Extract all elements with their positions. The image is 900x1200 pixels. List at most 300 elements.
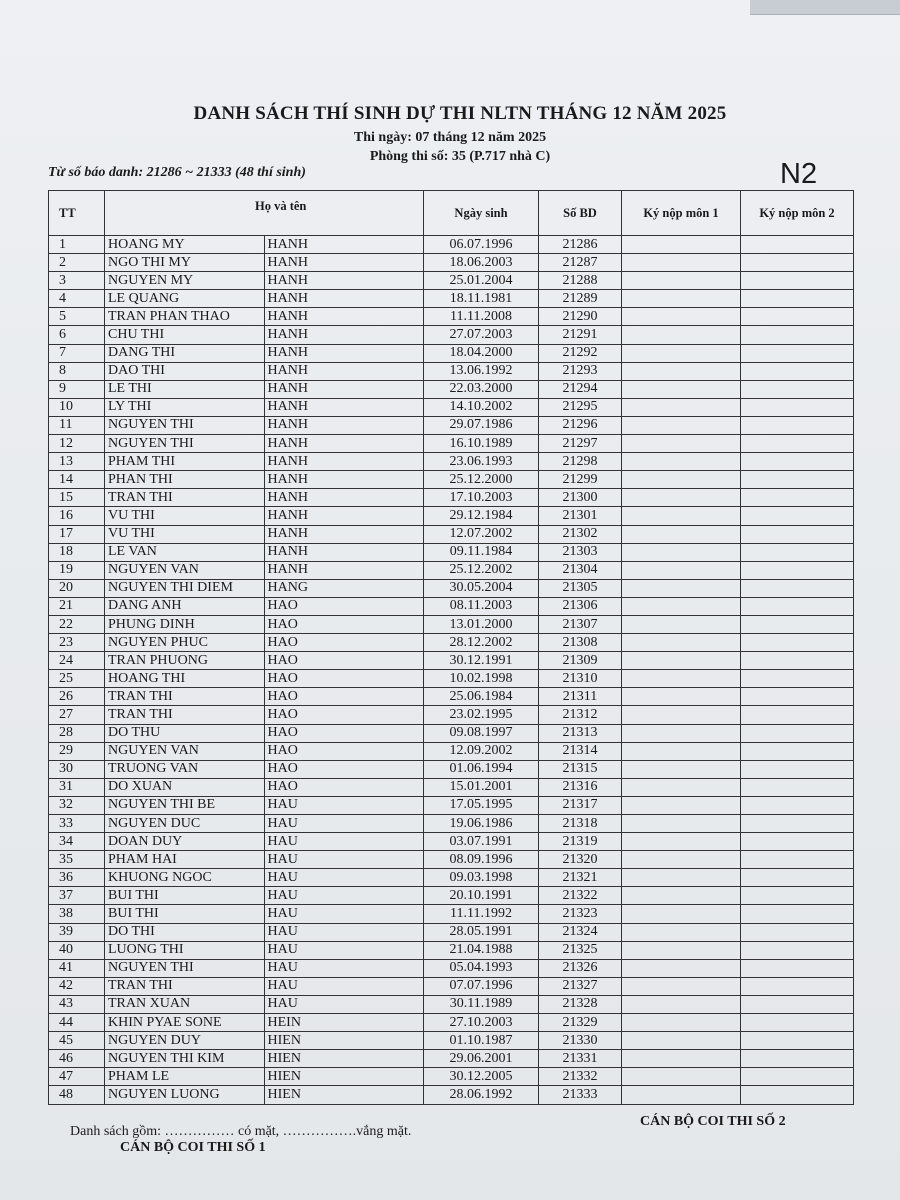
cell-given-name: HAU [264, 923, 424, 941]
cell-surname: NGUYEN THI DIEM [105, 579, 265, 597]
cell-sign2 [741, 290, 854, 308]
cell-sign2 [741, 489, 854, 507]
table-row [49, 1068, 854, 1086]
cell-dob: 12.09.2002 [424, 742, 539, 760]
cell-sign1 [622, 507, 741, 525]
cell-dob: 13.01.2000 [424, 615, 539, 633]
table-row [49, 290, 854, 308]
cell-given-name: HAU [264, 959, 424, 977]
table-row [49, 941, 854, 959]
cell-dob: 08.11.2003 [424, 597, 539, 615]
cell-sign2 [741, 905, 854, 923]
cell-given-name: HIEN [264, 1032, 424, 1050]
cell-tt: 31 [49, 778, 105, 796]
cell-sign2 [741, 706, 854, 724]
exam-room: Phòng thi số: 35 (P.717 nhà C) [369, 149, 551, 164]
cell-dob: 29.07.1986 [424, 416, 539, 434]
cell-sbd: 21333 [539, 1086, 622, 1104]
cell-sign2 [741, 236, 854, 254]
cell-given-name: HANH [264, 290, 424, 308]
cell-surname: DO XUAN [105, 778, 265, 796]
cell-sign2 [741, 525, 854, 543]
cell-given-name: HIEN [264, 1068, 424, 1086]
cell-sign2 [741, 471, 854, 489]
cell-sbd: 21327 [539, 977, 622, 995]
cell-sbd: 21330 [539, 1032, 622, 1050]
cell-dob: 06.07.1996 [424, 236, 539, 254]
cell-sign1 [622, 561, 741, 579]
cell-sign2 [741, 597, 854, 615]
cell-dob: 27.10.2003 [424, 1014, 539, 1032]
table-row [49, 416, 854, 434]
cell-dob: 07.07.1996 [424, 977, 539, 995]
cell-dob: 09.03.1998 [424, 869, 539, 887]
table-row [49, 851, 854, 869]
cell-tt: 35 [49, 851, 105, 869]
cell-dob: 30.12.2005 [424, 1068, 539, 1086]
cell-tt: 34 [49, 833, 105, 851]
cell-sign1 [622, 489, 741, 507]
cell-sign1 [622, 1068, 741, 1086]
cell-surname: NGUYEN DUC [105, 815, 265, 833]
cell-given-name: HIEN [264, 1050, 424, 1068]
cell-sbd: 21316 [539, 778, 622, 796]
header-sbd: Số BD [539, 191, 622, 236]
cell-sbd: 21294 [539, 380, 622, 398]
cell-dob: 09.11.1984 [424, 543, 539, 561]
cell-tt: 48 [49, 1086, 105, 1104]
cell-tt: 23 [49, 634, 105, 652]
cell-surname: HOANG MY [105, 236, 265, 254]
cell-sign2 [741, 941, 854, 959]
cell-surname: VU THI [105, 525, 265, 543]
cell-sign2 [741, 344, 854, 362]
cell-surname: TRAN THI [105, 977, 265, 995]
cell-sbd: 21325 [539, 941, 622, 959]
cell-dob: 20.10.1991 [424, 887, 539, 905]
cell-sign2 [741, 778, 854, 796]
cell-sbd: 21318 [539, 815, 622, 833]
cell-sign2 [741, 869, 854, 887]
cell-tt: 44 [49, 1014, 105, 1032]
cell-surname: KHIN PYAE SONE [105, 1014, 265, 1032]
cell-dob: 18.04.2000 [424, 344, 539, 362]
cell-sign2 [741, 579, 854, 597]
cell-given-name: HANH [264, 489, 424, 507]
cell-sbd: 21287 [539, 254, 622, 272]
cell-given-name: HAO [264, 724, 424, 742]
cell-given-name: HAO [264, 597, 424, 615]
cell-given-name: HAU [264, 905, 424, 923]
cell-given-name: HANH [264, 272, 424, 290]
cell-sbd: 21289 [539, 290, 622, 308]
cell-dob: 13.06.1992 [424, 362, 539, 380]
cell-sbd: 21332 [539, 1068, 622, 1086]
cell-tt: 1 [49, 236, 105, 254]
cell-tt: 16 [49, 507, 105, 525]
table-row [49, 471, 854, 489]
table-row [49, 236, 854, 254]
table-row [49, 869, 854, 887]
cell-sbd: 21295 [539, 398, 622, 416]
cell-sbd: 21322 [539, 887, 622, 905]
paper-corner [750, 0, 900, 15]
header-dob: Ngày sinh [424, 191, 539, 236]
cell-tt: 47 [49, 1068, 105, 1086]
table-row [49, 362, 854, 380]
cell-sign1 [622, 254, 741, 272]
cell-sbd: 21311 [539, 688, 622, 706]
cell-dob: 11.11.2008 [424, 308, 539, 326]
cell-sign1 [622, 290, 741, 308]
cell-tt: 8 [49, 362, 105, 380]
table-row [49, 1050, 854, 1068]
cell-sign1 [622, 869, 741, 887]
cell-given-name: HANH [264, 416, 424, 434]
cell-given-name: HANH [264, 525, 424, 543]
cell-dob: 17.10.2003 [424, 489, 539, 507]
table-header-row [49, 191, 854, 236]
cell-sbd: 21319 [539, 833, 622, 851]
cell-tt: 24 [49, 652, 105, 670]
cell-sign2 [741, 977, 854, 995]
cell-dob: 30.05.2004 [424, 579, 539, 597]
cell-given-name: HANH [264, 254, 424, 272]
cell-dob: 25.06.1984 [424, 688, 539, 706]
table-row [49, 977, 854, 995]
cell-sign1 [622, 236, 741, 254]
cell-surname: CHU THI [105, 326, 265, 344]
cell-sign2 [741, 1032, 854, 1050]
cell-surname: NGUYEN DUY [105, 1032, 265, 1050]
table-row [49, 688, 854, 706]
table-row [49, 579, 854, 597]
table-row [49, 254, 854, 272]
cell-sign1 [622, 1014, 741, 1032]
cell-tt: 13 [49, 453, 105, 471]
cell-sign2 [741, 416, 854, 434]
cell-sign2 [741, 561, 854, 579]
cell-surname: NGO THI MY [105, 254, 265, 272]
table-row [49, 887, 854, 905]
cell-tt: 26 [49, 688, 105, 706]
cell-sbd: 21292 [539, 344, 622, 362]
table-row [49, 995, 854, 1013]
cell-sign2 [741, 326, 854, 344]
cell-given-name: HANH [264, 344, 424, 362]
cell-given-name: HIEN [264, 1086, 424, 1104]
cell-dob: 10.02.1998 [424, 670, 539, 688]
cell-tt: 20 [49, 579, 105, 597]
cell-tt: 17 [49, 525, 105, 543]
header-name: Họ và tên [105, 191, 424, 236]
cell-tt: 7 [49, 344, 105, 362]
cell-sbd: 21328 [539, 995, 622, 1013]
cell-sign1 [622, 344, 741, 362]
cell-sign2 [741, 380, 854, 398]
cell-surname: TRAN THI [105, 706, 265, 724]
cell-sign2 [741, 435, 854, 453]
cell-surname: PHAM HAI [105, 851, 265, 869]
cell-sbd: 21296 [539, 416, 622, 434]
cell-surname: TRAN PHUONG [105, 652, 265, 670]
cell-sign1 [622, 977, 741, 995]
cell-surname: TRAN XUAN [105, 995, 265, 1013]
cell-sign1 [622, 1050, 741, 1068]
cell-tt: 5 [49, 308, 105, 326]
cell-given-name: HANH [264, 543, 424, 561]
cell-surname: DO THU [105, 724, 265, 742]
cell-tt: 41 [49, 959, 105, 977]
cell-sbd: 21321 [539, 869, 622, 887]
cell-dob: 28.12.2002 [424, 634, 539, 652]
cell-sign1 [622, 905, 741, 923]
table-row [49, 308, 854, 326]
cell-dob: 30.12.1991 [424, 652, 539, 670]
cell-tt: 2 [49, 254, 105, 272]
cell-dob: 01.06.1994 [424, 760, 539, 778]
cell-sign1 [622, 778, 741, 796]
cell-sbd: 21324 [539, 923, 622, 941]
cell-surname: NGUYEN THI [105, 959, 265, 977]
table-row [49, 670, 854, 688]
cell-sbd: 21288 [539, 272, 622, 290]
proctor-2-signature-label: CÁN BỘ COI THI SỐ 2 [640, 1114, 786, 1129]
cell-surname: PHAM THI [105, 453, 265, 471]
cell-sbd: 21286 [539, 236, 622, 254]
cell-dob: 01.10.1987 [424, 1032, 539, 1050]
table-row [49, 1014, 854, 1032]
table-row [49, 905, 854, 923]
cell-surname: TRAN THI [105, 688, 265, 706]
cell-tt: 9 [49, 380, 105, 398]
cell-dob: 05.04.1993 [424, 959, 539, 977]
cell-sign1 [622, 362, 741, 380]
exam-date: Thi ngày: 07 tháng 12 năm 2025 [353, 130, 547, 145]
cell-tt: 22 [49, 615, 105, 633]
cell-sign2 [741, 398, 854, 416]
cell-surname: NGUYEN THI KIM [105, 1050, 265, 1068]
cell-dob: 09.08.1997 [424, 724, 539, 742]
cell-dob: 23.06.1993 [424, 453, 539, 471]
cell-sbd: 21309 [539, 652, 622, 670]
cell-sbd: 21331 [539, 1050, 622, 1068]
cell-sign1 [622, 652, 741, 670]
page-title: DANH SÁCH THÍ SINH DỰ THI NLTN THÁNG 12 NĂM 2025 [193, 103, 727, 124]
table-row [49, 326, 854, 344]
table-row [49, 724, 854, 742]
cell-sign2 [741, 507, 854, 525]
cell-given-name: HANH [264, 326, 424, 344]
cell-sign1 [622, 959, 741, 977]
cell-tt: 46 [49, 1050, 105, 1068]
cell-surname: PHAN THI [105, 471, 265, 489]
cell-dob: 17.05.1995 [424, 796, 539, 814]
cell-sbd: 21308 [539, 634, 622, 652]
cell-tt: 19 [49, 561, 105, 579]
candidate-rows [49, 236, 854, 1105]
proctor-1-signature-label: CÁN BỘ COI THI SỐ 1 [120, 1140, 266, 1155]
cell-sbd: 21305 [539, 579, 622, 597]
cell-sign2 [741, 995, 854, 1013]
candidate-table [48, 190, 854, 1105]
cell-surname: NGUYEN MY [105, 272, 265, 290]
table-row [49, 815, 854, 833]
cell-sbd: 21307 [539, 615, 622, 633]
cell-sign2 [741, 760, 854, 778]
cell-sign1 [622, 453, 741, 471]
cell-tt: 3 [49, 272, 105, 290]
cell-sbd: 21320 [539, 851, 622, 869]
cell-sign1 [622, 272, 741, 290]
cell-dob: 28.05.1991 [424, 923, 539, 941]
cell-sign2 [741, 453, 854, 471]
table-row [49, 489, 854, 507]
cell-given-name: HAU [264, 815, 424, 833]
cell-surname: LY THI [105, 398, 265, 416]
cell-sign1 [622, 525, 741, 543]
cell-given-name: HANH [264, 380, 424, 398]
cell-tt: 4 [49, 290, 105, 308]
cell-surname: NGUYEN LUONG [105, 1086, 265, 1104]
cell-sbd: 21310 [539, 670, 622, 688]
cell-sbd: 21291 [539, 326, 622, 344]
cell-sign2 [741, 362, 854, 380]
cell-tt: 14 [49, 471, 105, 489]
cell-sbd: 21298 [539, 453, 622, 471]
cell-sbd: 21313 [539, 724, 622, 742]
cell-sign1 [622, 308, 741, 326]
cell-sign2 [741, 670, 854, 688]
cell-sign2 [741, 1050, 854, 1068]
cell-sign2 [741, 887, 854, 905]
cell-surname: NGUYEN THI BE [105, 796, 265, 814]
table-row [49, 344, 854, 362]
header-sign2: Ký nộp môn 2 [741, 191, 854, 236]
cell-surname: LE VAN [105, 543, 265, 561]
cell-sbd: 21323 [539, 905, 622, 923]
table-row [49, 597, 854, 615]
cell-surname: KHUONG NGOC [105, 869, 265, 887]
cell-sbd: 21293 [539, 362, 622, 380]
cell-tt: 38 [49, 905, 105, 923]
cell-sign1 [622, 543, 741, 561]
cell-surname: DAO THI [105, 362, 265, 380]
cell-sign1 [622, 887, 741, 905]
cell-given-name: HANH [264, 398, 424, 416]
table-row [49, 1086, 854, 1104]
cell-dob: 27.07.2003 [424, 326, 539, 344]
table-row [49, 525, 854, 543]
cell-tt: 10 [49, 398, 105, 416]
cell-sbd: 21315 [539, 760, 622, 778]
cell-sbd: 21312 [539, 706, 622, 724]
cell-given-name: HAO [264, 778, 424, 796]
cell-sign2 [741, 652, 854, 670]
cell-tt: 27 [49, 706, 105, 724]
cell-given-name: HANH [264, 236, 424, 254]
cell-sign2 [741, 543, 854, 561]
cell-sign2 [741, 272, 854, 290]
cell-dob: 11.11.1992 [424, 905, 539, 923]
cell-sign1 [622, 851, 741, 869]
cell-sign2 [741, 615, 854, 633]
cell-sign2 [741, 308, 854, 326]
cell-sign1 [622, 597, 741, 615]
cell-surname: NGUYEN THI [105, 435, 265, 453]
cell-sign1 [622, 688, 741, 706]
cell-given-name: HAO [264, 742, 424, 760]
cell-surname: VU THI [105, 507, 265, 525]
table-row [49, 543, 854, 561]
cell-sbd: 21299 [539, 471, 622, 489]
cell-tt: 43 [49, 995, 105, 1013]
cell-sign2 [741, 851, 854, 869]
cell-given-name: HAU [264, 887, 424, 905]
cell-tt: 33 [49, 815, 105, 833]
cell-sign1 [622, 796, 741, 814]
cell-sign1 [622, 815, 741, 833]
cell-given-name: HAU [264, 869, 424, 887]
cell-given-name: HAO [264, 634, 424, 652]
cell-sign1 [622, 634, 741, 652]
cell-sign1 [622, 380, 741, 398]
cell-sign1 [622, 326, 741, 344]
cell-sign1 [622, 724, 741, 742]
cell-surname: DOAN DUY [105, 833, 265, 851]
table-row [49, 760, 854, 778]
cell-dob: 19.06.1986 [424, 815, 539, 833]
cell-dob: 12.07.2002 [424, 525, 539, 543]
cell-surname: NGUYEN PHUC [105, 634, 265, 652]
cell-surname: TRAN PHAN THAO [105, 308, 265, 326]
cell-sign1 [622, 923, 741, 941]
cell-dob: 08.09.1996 [424, 851, 539, 869]
cell-given-name: HAO [264, 760, 424, 778]
cell-sign1 [622, 471, 741, 489]
cell-sbd: 21300 [539, 489, 622, 507]
header-tt: TT [49, 191, 105, 236]
cell-sign1 [622, 706, 741, 724]
cell-sign2 [741, 833, 854, 851]
cell-tt: 25 [49, 670, 105, 688]
table-row [49, 634, 854, 652]
cell-tt: 30 [49, 760, 105, 778]
cell-surname: DANG ANH [105, 597, 265, 615]
cell-sign2 [741, 254, 854, 272]
cell-dob: 16.10.1989 [424, 435, 539, 453]
table-row [49, 453, 854, 471]
cell-surname: TRAN THI [105, 489, 265, 507]
cell-tt: 36 [49, 869, 105, 887]
cell-dob: 03.07.1991 [424, 833, 539, 851]
cell-sign1 [622, 579, 741, 597]
cell-tt: 45 [49, 1032, 105, 1050]
cell-given-name: HAU [264, 941, 424, 959]
cell-tt: 15 [49, 489, 105, 507]
header-sign1: Ký nộp môn 1 [622, 191, 741, 236]
cell-sign1 [622, 615, 741, 633]
cell-sign1 [622, 1032, 741, 1050]
cell-dob: 23.02.1995 [424, 706, 539, 724]
cell-surname: PHUNG DINH [105, 615, 265, 633]
cell-given-name: HANH [264, 471, 424, 489]
cell-given-name: HAO [264, 688, 424, 706]
cell-sign2 [741, 959, 854, 977]
cell-surname: LUONG THI [105, 941, 265, 959]
cell-given-name: HAU [264, 833, 424, 851]
table-row [49, 923, 854, 941]
